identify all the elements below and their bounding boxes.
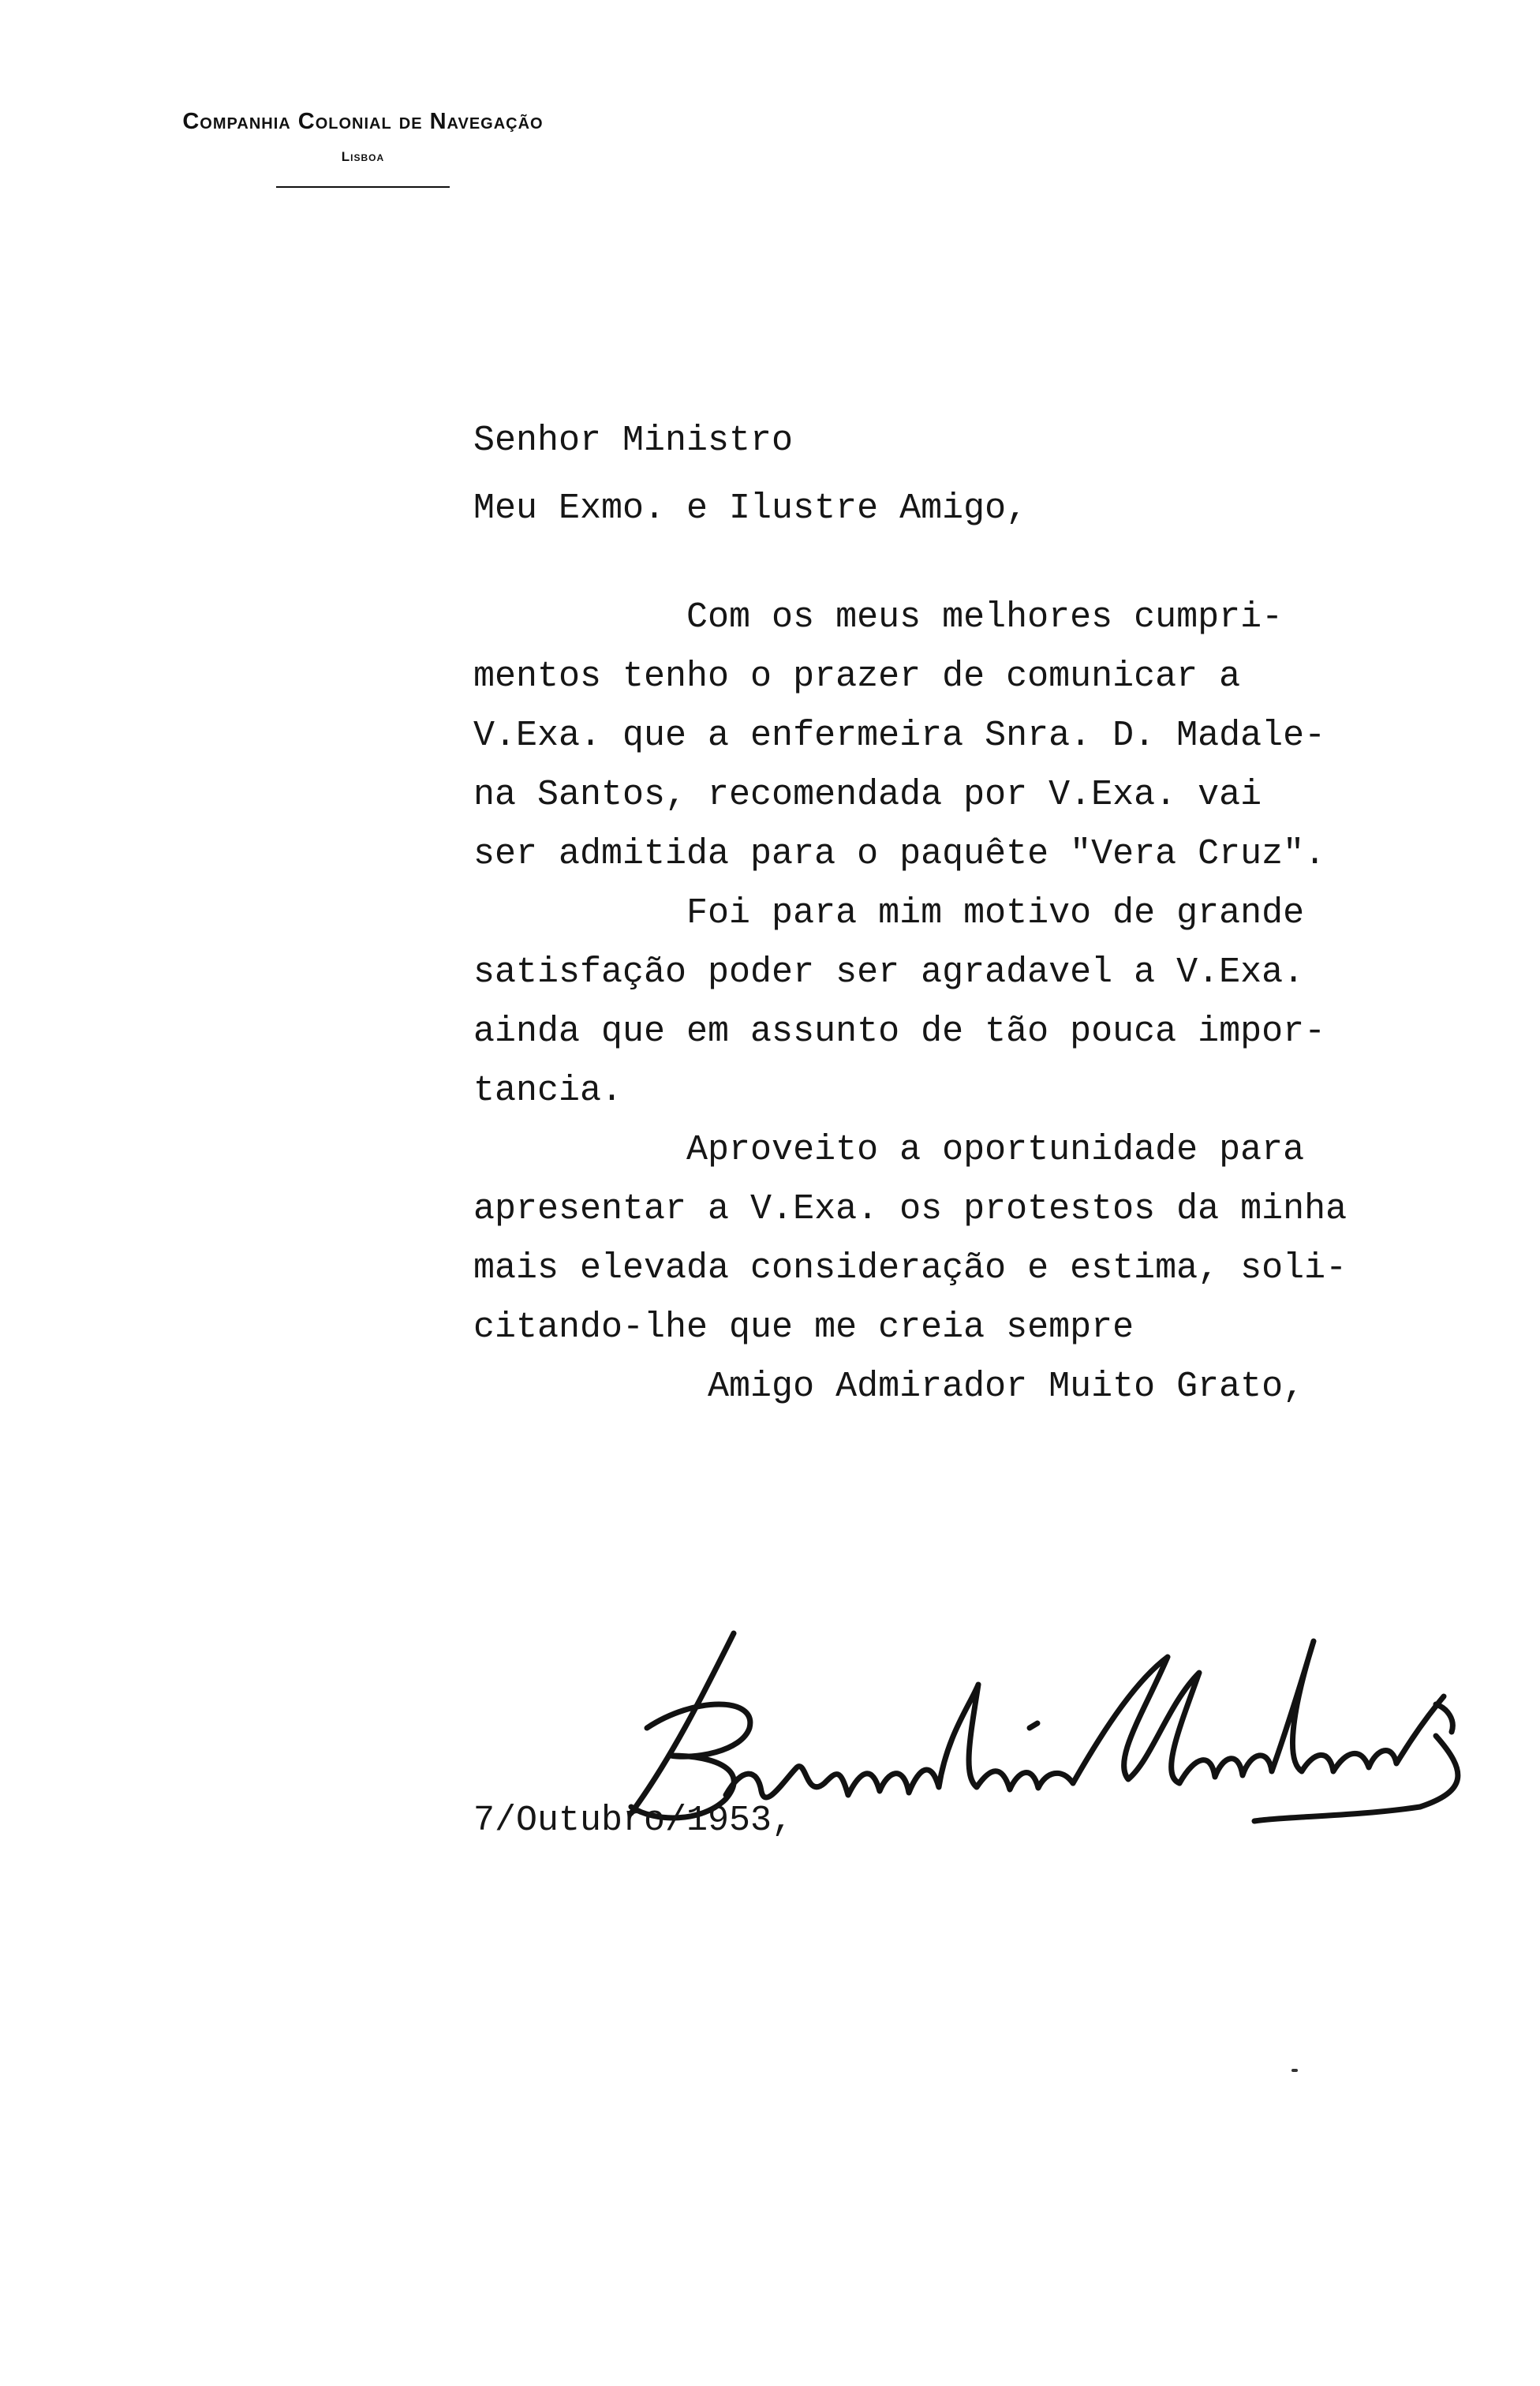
body-line: ainda que em assunto de tão pouca impor-: [473, 1012, 1326, 1052]
body-line: Com os meus melhores cumpri-: [473, 597, 1284, 638]
body-line: tancia.: [473, 1071, 623, 1111]
salutation-line-1: Senhor Ministro: [473, 421, 794, 461]
letterhead-company: Companhia Colonial de Navegação: [182, 109, 544, 134]
body-line: na Santos, recomendada por V.Exa. vai: [473, 775, 1262, 815]
body-line: mentos tenho o prazer de comunicar a: [473, 656, 1241, 697]
body-line: satisfação poder ser agradavel a V.Exa.: [473, 952, 1305, 993]
body-line: ser admitida para o paquête "Vera Cruz".: [473, 834, 1326, 874]
body-line: apresentar a V.Exa. os protestos da minha: [473, 1189, 1348, 1229]
body-line: V.Exa. que a enfermeira Snra. D. Madale-: [473, 716, 1326, 756]
letterhead-city: Lisboa: [341, 149, 385, 164]
salutation-line-2: Meu Exmo. e Ilustre Amigo,: [473, 488, 1028, 529]
body-line: Aproveito a oportunidade para: [473, 1130, 1305, 1170]
letterhead: [110, 109, 615, 165]
letterhead-rule: [276, 186, 450, 188]
paper-speck: [1291, 2069, 1298, 2072]
closing-line: Amigo Admirador Muito Grato,: [473, 1367, 1305, 1407]
body-line: citando-lhe que me creia sempre: [473, 1307, 1134, 1348]
body-line: mais elevada consideração e estima, soli-: [473, 1248, 1348, 1288]
body-line: Foi para mim motivo de grande: [473, 893, 1305, 933]
letter-date: 7/Outubro/1953,: [473, 1801, 794, 1841]
